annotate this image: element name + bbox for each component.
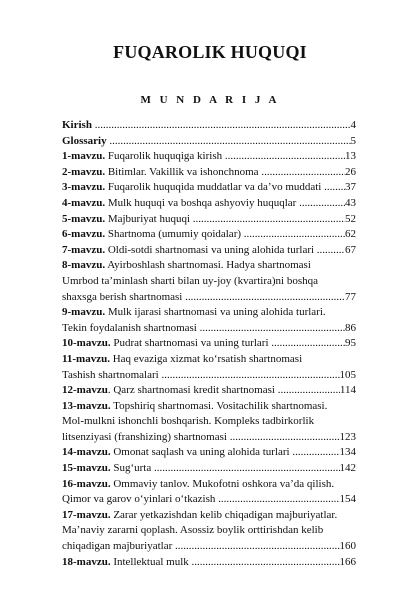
toc-entry-title [62, 149, 345, 165]
toc-line [62, 118, 356, 134]
toc-entry-text: Fuqarolik huquqida muddatlar va da’vo muddati [105, 181, 322, 194]
toc-page-number: 95 [345, 337, 356, 350]
toc-page-number: 160 [339, 540, 356, 553]
toc-page-number: 26 [345, 165, 356, 178]
toc-entry-label: 5-mavzu. [62, 212, 106, 225]
toc-page-number: 134 [339, 446, 356, 459]
toc-line [62, 290, 356, 306]
document-title: FUQAROLIK HUQUQI [113, 42, 307, 62]
toc-entry[interactable] [62, 336, 356, 352]
toc-entry[interactable] [62, 352, 356, 383]
toc-entry-title [62, 555, 340, 571]
toc-page-number: 166 [339, 555, 356, 568]
toc-entry-label: 9-mavzu. [62, 306, 106, 319]
toc-entry[interactable] [62, 383, 356, 399]
toc-entry-label: 7-mavzu. [62, 243, 106, 256]
toc-page-number: 37 [345, 181, 356, 194]
toc-line [62, 508, 356, 524]
toc-entry-text: Mulk ijarasi shartnomasi va uning alohida turlari. [105, 306, 326, 319]
toc-line [62, 430, 356, 446]
toc-entry-label: 12-mavzu [62, 384, 108, 397]
toc-entry[interactable] [62, 258, 356, 305]
toc-entry-text: . Qarz shartnomasi kredit shartnomasi [107, 384, 275, 397]
toc-entry-text: Ommaviy tanlov. Mukofotni oshkora va’da qilish. [110, 477, 335, 490]
toc-entry-text: Mulk huquqi va boshqa ashyoviy huquqlar [105, 196, 297, 209]
toc-entry-label: Glossariy [62, 134, 107, 147]
toc-entry[interactable] [62, 227, 356, 243]
toc-entry[interactable] [62, 461, 356, 477]
toc-entry-text: Bitimlar. Vakillik va ishonchnoma [105, 165, 259, 178]
toc-entry[interactable] [62, 555, 356, 571]
toc-entry[interactable] [62, 445, 356, 461]
toc-entry-text: Majburiyat huquqi [105, 212, 191, 225]
toc-line [62, 399, 356, 415]
toc-entry-label: 17-mavzu. [62, 508, 111, 521]
toc-entry-text: Zarar yetkazishdan kelib chiqadigan majburiyatlar. [110, 508, 338, 521]
toc-entry-title [62, 336, 345, 352]
toc-line [62, 352, 356, 368]
toc-entry-label: 8-mavzu. [62, 259, 106, 272]
toc-entry-continuation: litsenziyasi (franshizing) shartnomasi ..... [62, 430, 340, 446]
toc-entry-label: 2-mavzu. [62, 165, 106, 178]
toc-entry-label: 10-mavzu. [62, 337, 111, 350]
toc-entry-label: 16-mavzu. [62, 477, 111, 490]
toc-entry-label: 4-mavzu. [62, 196, 106, 209]
toc-page-number: 154 [339, 493, 356, 506]
toc-entry[interactable] [62, 149, 356, 165]
toc-entry-text: Omonat saqlash va uning alohida turlari [110, 446, 290, 459]
toc-entry-title [62, 118, 351, 134]
toc-entry-text: Haq evaziga xizmat ko‘rsatish shartnomasi [109, 352, 303, 365]
table-of-contents [62, 118, 356, 570]
toc-entry-continuation: Qimor va garov o‘yinlari o‘tkazish ..... [62, 492, 340, 508]
toc-entry-title [62, 445, 340, 461]
toc-page-number: 105 [339, 368, 356, 381]
toc-line [62, 134, 356, 150]
toc-entry[interactable] [62, 196, 356, 212]
toc-entry-label: 15-mavzu. [62, 462, 111, 475]
toc-page-number: 52 [345, 212, 356, 225]
table-of-contents-heading: M U N D A R I J A [140, 94, 280, 106]
toc-line [62, 477, 356, 493]
toc-entry[interactable] [62, 399, 356, 446]
toc-line [62, 461, 356, 477]
toc-line [62, 196, 356, 212]
toc-page-number: 43 [345, 196, 356, 209]
toc-page-number: 13 [345, 150, 356, 163]
toc-entry-title [62, 196, 345, 212]
toc-entry-text: Sug‘urta [110, 462, 152, 475]
toc-entry[interactable] [62, 165, 356, 181]
toc-entry-text: Fuqarolik huquqiga kirish [105, 150, 223, 163]
toc-entry[interactable] [62, 118, 356, 134]
toc-page-number: 77 [345, 290, 356, 303]
toc-entry-title [62, 180, 345, 196]
toc-entry-continuation: Tashish shartnomalari ..... [62, 368, 340, 384]
toc-line [62, 336, 356, 352]
toc-line [62, 492, 356, 508]
toc-line [62, 212, 356, 228]
toc-entry-text: Topshiriq shartnomasi. Vositachilik shartnomasi. [110, 399, 328, 412]
toc-page-number: 86 [345, 321, 356, 334]
toc-line: Mol-mulkni ishonchli boshqarish. Kompleks tadbirkorlik [62, 415, 315, 428]
toc-entry-title [62, 227, 345, 243]
toc-line [62, 165, 356, 181]
toc-line: Ma’naviy zararni qoplash. Asossiz boylik orttirishdan kelib [62, 524, 324, 537]
toc-entry-title [62, 134, 351, 150]
toc-entry-label: 13-mavzu. [62, 399, 111, 412]
toc-line [62, 539, 356, 555]
toc-entry[interactable] [62, 508, 356, 555]
toc-entry-text: Shartnoma (umumiy qoidalar) [105, 228, 242, 241]
toc-entry-label: 11-mavzu. [62, 352, 110, 365]
toc-entry-label: Kirish [62, 119, 92, 131]
toc-entry-continuation: chiqadigan majburiyatlar ..... [62, 539, 340, 555]
toc-entry-title [62, 383, 340, 399]
toc-line [62, 180, 356, 196]
toc-entry[interactable] [62, 243, 356, 259]
toc-entry-text: Oldi-sotdi shartnomasi va uning alohida turlari [105, 243, 315, 256]
toc-entry-title [62, 212, 345, 228]
toc-line [62, 149, 356, 165]
toc-entry-continuation: shaxsga berish shartnomasi ..... [62, 290, 345, 306]
toc-entry-label: 18-mavzu. [62, 555, 111, 568]
toc-entry-label: 6-mavzu. [62, 228, 106, 241]
toc-entry-title [62, 243, 345, 259]
toc-page-number: 5 [350, 134, 356, 147]
toc-line [62, 258, 356, 274]
toc-entry-continuation: Tekin foydalanish shartnomasi ..... [62, 321, 345, 337]
toc-page-number: 123 [339, 430, 356, 443]
toc-line [62, 321, 356, 337]
toc-line [62, 305, 356, 321]
toc-entry-text: Intellektual mulk [110, 555, 189, 568]
toc-entry[interactable] [62, 212, 356, 228]
toc-page-number: 114 [339, 384, 356, 397]
toc-line [62, 227, 356, 243]
toc-line [62, 445, 356, 461]
toc-line: Umrbod ta’minlash sharti bilan uy-joy (kvartira)ni boshqa [62, 274, 318, 287]
toc-line [62, 555, 356, 571]
toc-entry-title [62, 461, 340, 477]
toc-entry[interactable] [62, 134, 356, 150]
toc-entry-label: 1-mavzu. [62, 150, 106, 163]
toc-entry-title [62, 165, 345, 181]
toc-entry[interactable] [62, 305, 356, 336]
toc-entry[interactable] [62, 180, 356, 196]
toc-line [62, 243, 356, 259]
toc-entry-label: 3-mavzu. [62, 181, 106, 194]
toc-entry-label: 14-mavzu. [62, 446, 111, 459]
toc-line [62, 368, 356, 384]
toc-line [62, 383, 356, 399]
toc-entry[interactable] [62, 477, 356, 508]
toc-entry-text: Pudrat shartnomasi va uning turlari [110, 337, 269, 350]
toc-page-number: 4 [350, 119, 356, 131]
toc-page-number: 62 [345, 228, 356, 241]
toc-page-number: 67 [345, 243, 356, 256]
toc-entry-text: Ayirboshlash shartnomasi. Hadya shartnomasi [105, 259, 311, 272]
toc-page-number: 142 [339, 462, 356, 475]
